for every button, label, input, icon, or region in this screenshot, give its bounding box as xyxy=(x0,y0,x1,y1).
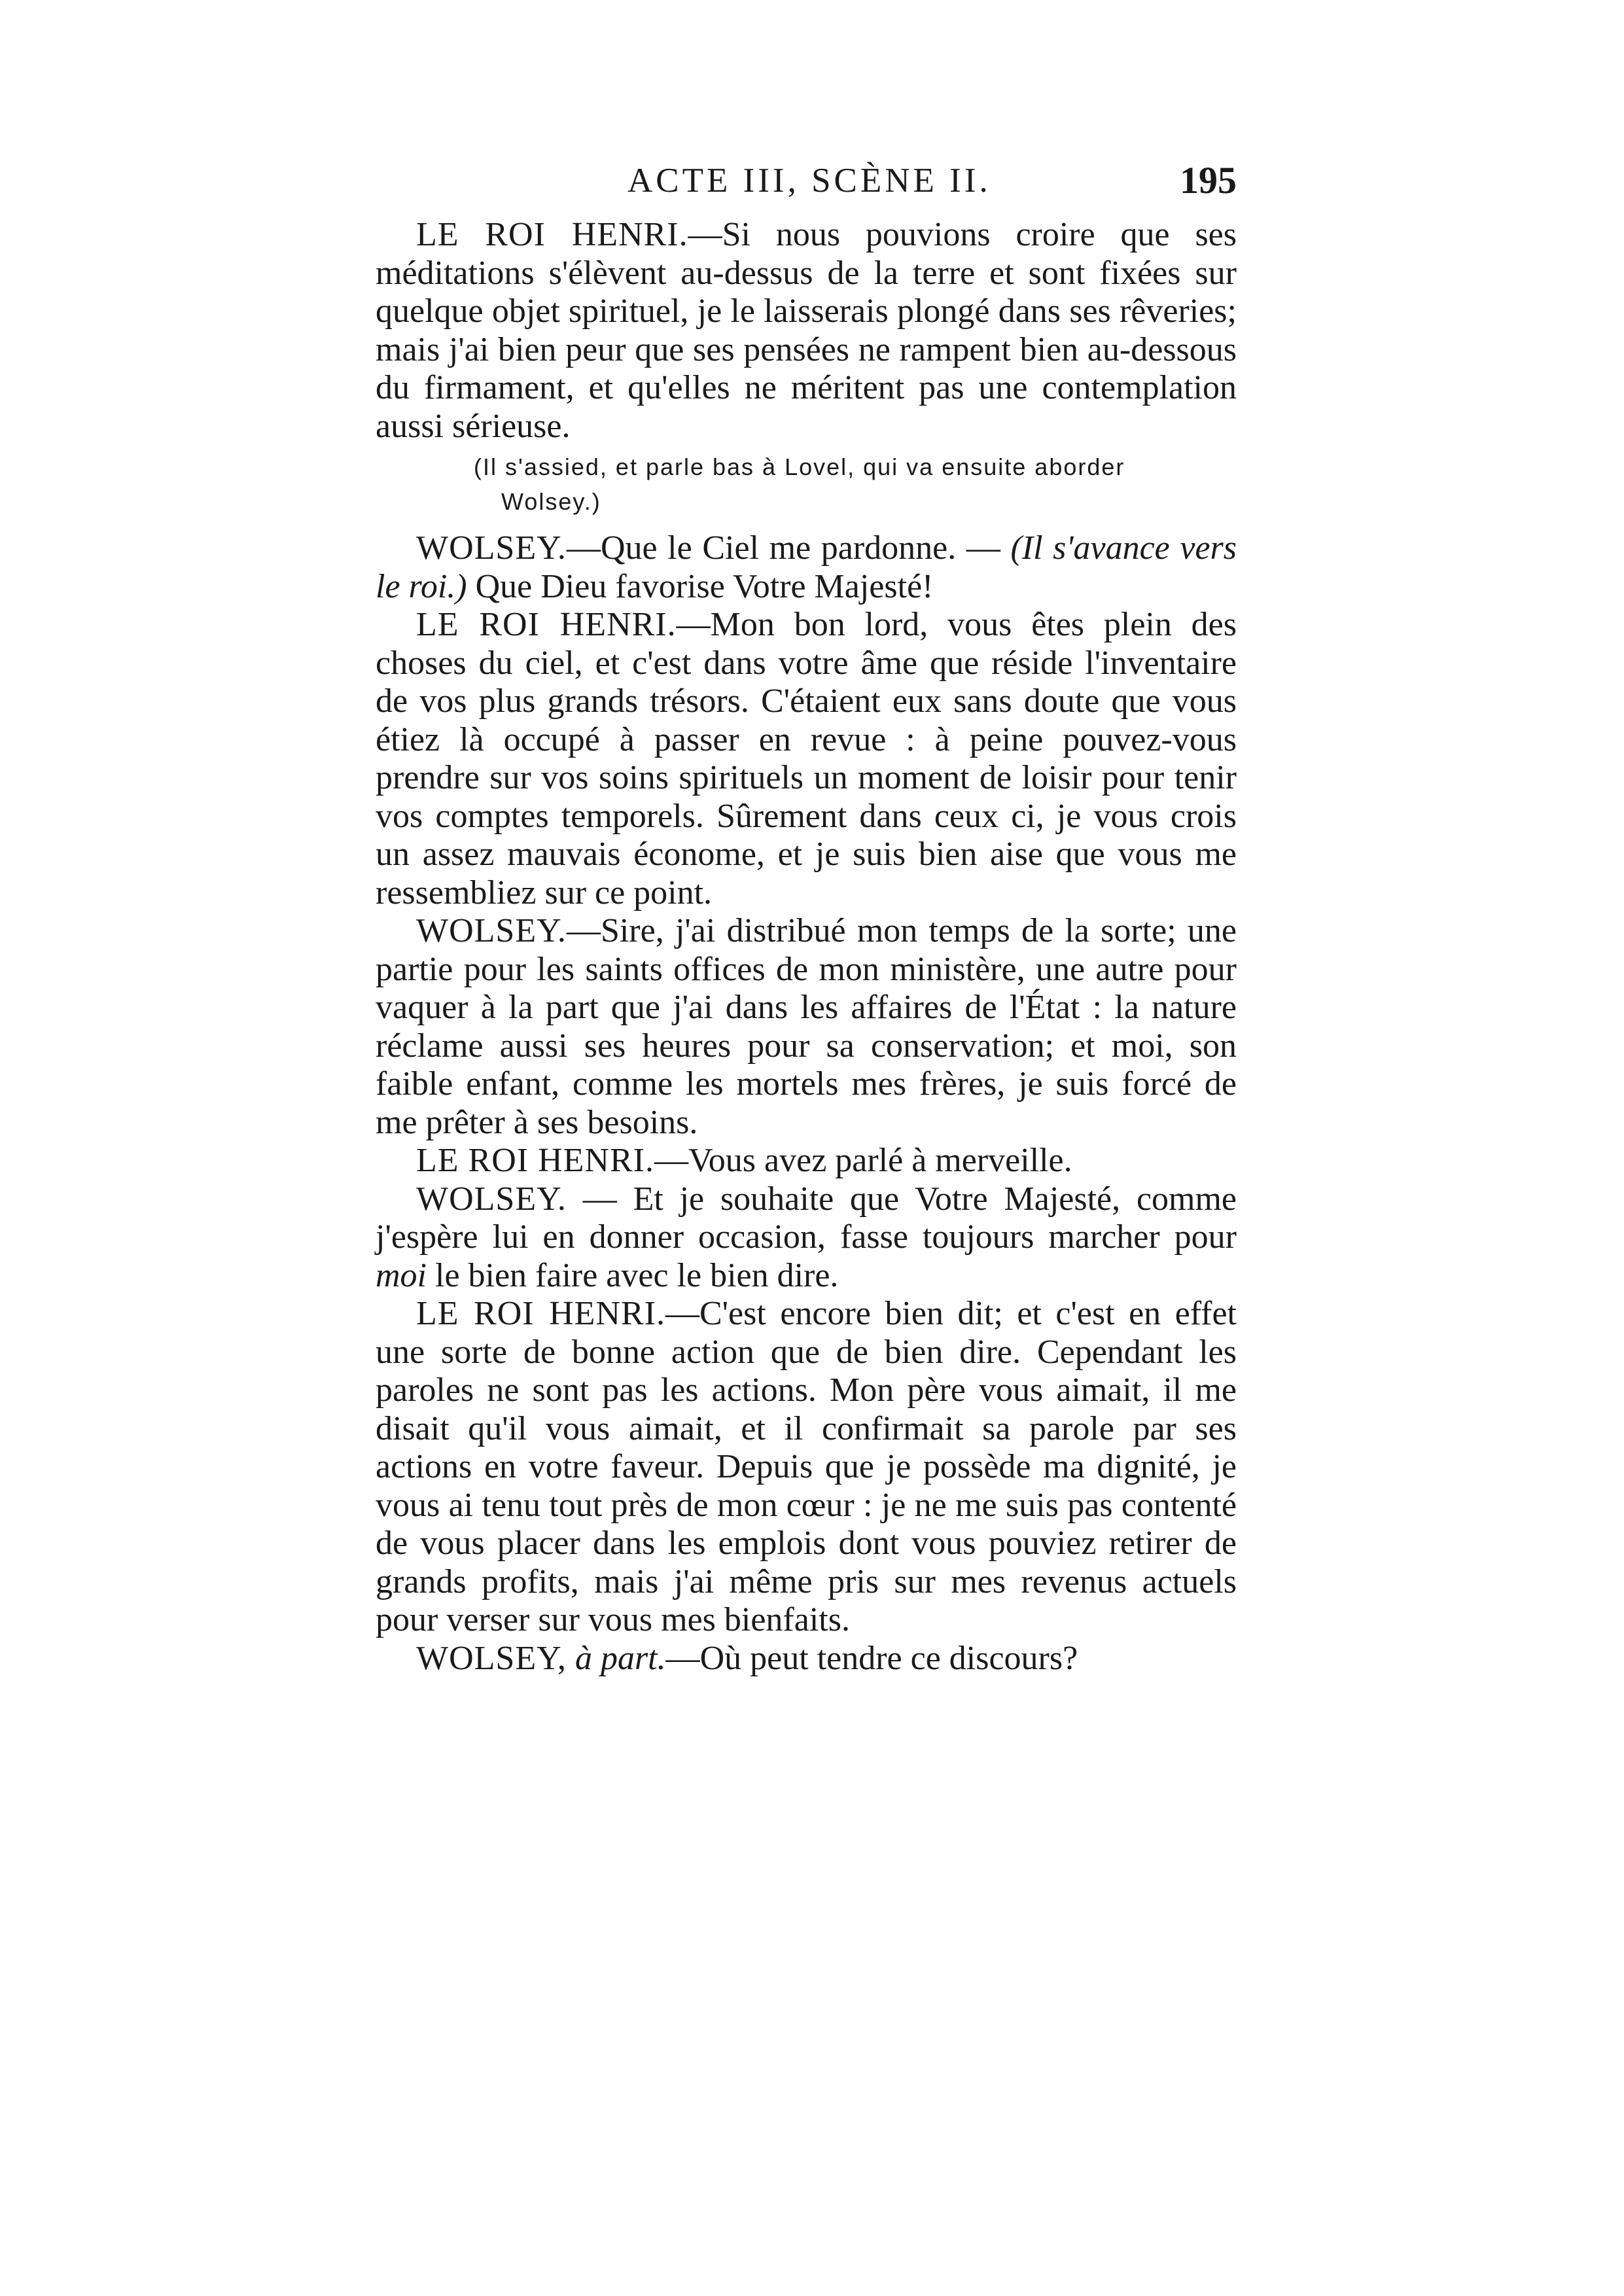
speech-paragraph xyxy=(376,1180,1237,1296)
speaker-name: WOLSEY. xyxy=(416,529,567,567)
speech-paragraph xyxy=(376,1640,1237,1678)
speaker-name: LE ROI HENRI. xyxy=(416,1295,665,1332)
speaker-name: LE ROI HENRI. xyxy=(416,606,677,643)
running-head: ACTE III, SCÈNE II. xyxy=(627,162,991,200)
speech-text: — Et je souhaite que Votre Majesté, comme j'espère lui en donner occasion, fasse toujours marcher pour xyxy=(376,1180,1237,1256)
body-text xyxy=(376,216,1237,1678)
speech-paragraph xyxy=(376,1295,1237,1640)
speaker-name: WOLSEY. xyxy=(416,1180,567,1218)
stage-direction-line: Wolsey.) xyxy=(501,488,601,515)
stage-direction xyxy=(376,450,1237,519)
emphasis-text: moi xyxy=(376,1256,427,1294)
page-number: 195 xyxy=(1180,159,1237,202)
speech-text: —C'est encore bien dit; et c'est en effet une sorte de bonne action que de bien dire. Cependant les paroles ne sont pas les actions. Mon père vous aimait, il me disait qu'il vous aimait, et il confirmait sa parole par ses actions en votre faveur. Depuis que je possède ma dignité, je vous ai tenu tout près de mon cœur : je ne me suis pas contenté de vous placer dans les emplois dont vous pouviez retirer de grands profits, mais j'ai même pris sur mes revenus actuels pour verser sur vous mes bienfaits. xyxy=(376,1295,1237,1638)
speech-paragraph xyxy=(376,529,1237,606)
speaker-name: LE ROI HENRI. xyxy=(416,1142,654,1179)
speaker-name: LE ROI HENRI. xyxy=(416,216,688,253)
speech-text: le bien faire avec le bien dire. xyxy=(427,1256,839,1294)
page-header xyxy=(376,154,1237,207)
speech-text: —Vous avez parlé à merveille. xyxy=(654,1142,1072,1179)
speech-paragraph xyxy=(376,912,1237,1142)
stage-direction-line: (Il s'assied, et parle bas à Lovel, qui va ensuite aborder xyxy=(474,453,1125,480)
speaker-name: WOLSEY. xyxy=(416,912,567,949)
speech-text: —Si nous pouvions croire que ses méditations s'élèvent au-dessus de la terre et sont fixées sur quelque objet spirituel, je le laisserais plongé dans ses rêveries; mais j'ai bien peur que ses pensées ne rampent bien au-dessous du firmament, et qu'elles ne méritent pas une contemplation aussi sérieuse. xyxy=(376,216,1237,445)
stage-direction-inline: (Il s'avance vers le roi.) xyxy=(376,529,1237,605)
speech-text: —Sire, j'ai distribué mon temps de la sorte; une partie pour les saints offices de mon ministère, une autre pour vaquer à la part que j'ai dans les affaires de l'État : la nature réclame aussi ses heures pour sa conservation; et moi, son faible enfant, comme les mortels mes frères, je suis forcé de me prêter à ses besoins. xyxy=(376,912,1237,1141)
speech-text: Que Dieu favorise Votre Majesté! xyxy=(467,567,934,605)
speech-text: —Mon bon lord, vous êtes plein des choses du ciel, et c'est dans votre âme que réside l'inventaire de vos plus grands trésors. C'étaient eux sans doute que vous étiez là occupé à passer en revue : à peine pouvez-vous prendre sur vos soins spirituels un moment de loisir pour tenir vos comptes temporels. Sûrement dans ceux ci, je vous crois un assez mauvais économe, et je suis bien aise que vous me ressembliez sur ce point. xyxy=(376,606,1237,911)
speech-paragraph xyxy=(376,216,1237,446)
speech-text: —Où peut tendre ce discours? xyxy=(665,1639,1078,1677)
speaker-name: WOLSEY, xyxy=(416,1639,567,1677)
speech-paragraph xyxy=(376,1142,1237,1180)
speech-text: —Que le Ciel me pardonne. — xyxy=(566,529,1011,567)
stage-direction-inline: à part. xyxy=(574,1639,666,1677)
speech-paragraph xyxy=(376,606,1237,912)
